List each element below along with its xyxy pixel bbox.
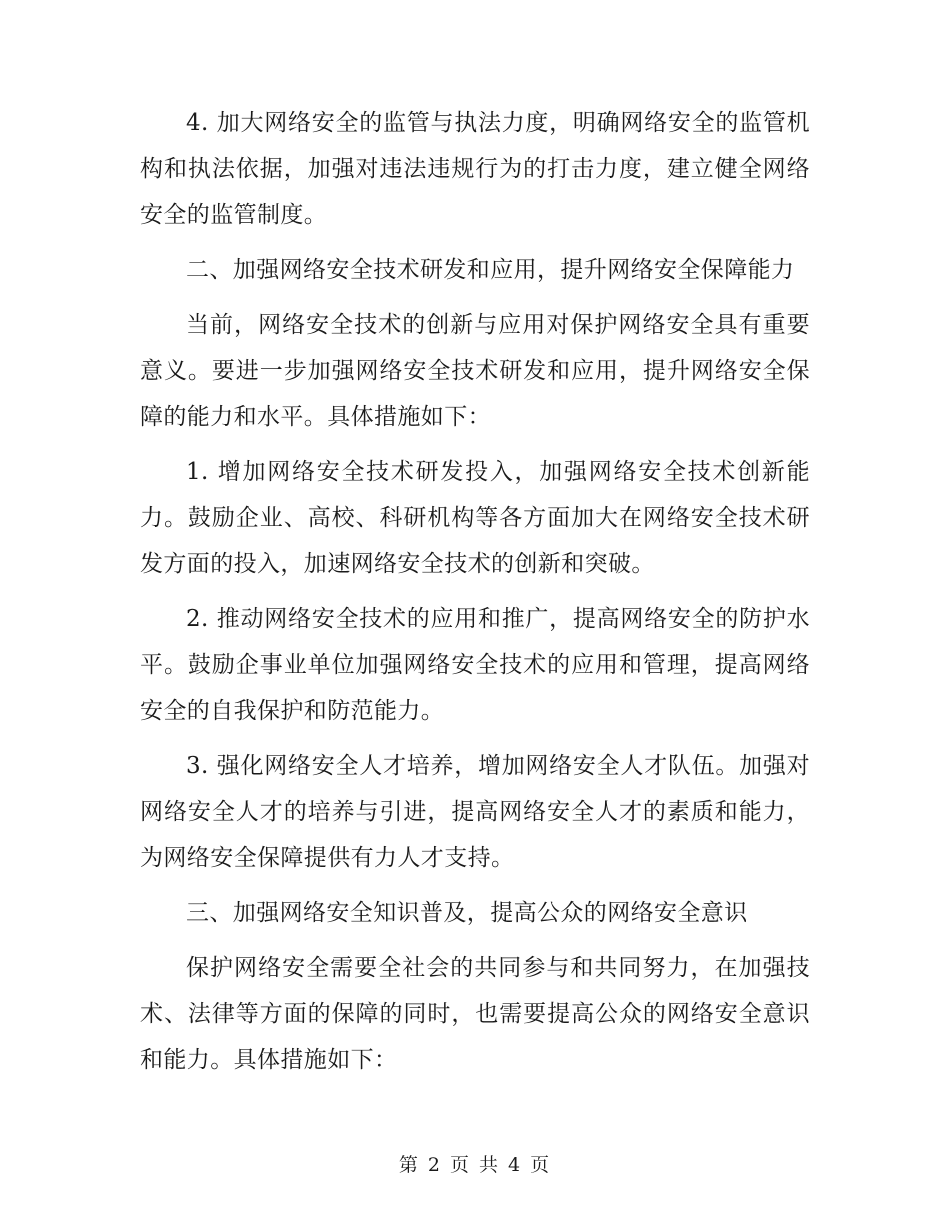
paragraph-item-3: 3. 强化网络安全人才培养，增加网络安全人才队伍。加强对网络安全人才的培养与引进，提高网络安全人才的素质和能力，为网络安全保障提供有力人才支持。: [140, 753, 810, 871]
paragraph-item-1: 1. 增加网络安全技术研发投入，加强网络安全技术创新能力。鼓励企业、高校、科研机构等各方面加大在网络安全技术研发方面的投入，加速网络安全技术的创新和突破。: [140, 459, 810, 577]
paragraph-intro-3: 保护网络安全需要全社会的共同参与和共同努力，在加强技术、法律等方面的保障的同时，也需要提高公众的网络安全意识和能力。具体措施如下：: [140, 955, 810, 1073]
section-heading-2: 二、加强网络安全技术研发和应用，提升网络安全保障能力: [186, 257, 795, 283]
document-body: [140, 100, 810, 1092]
paragraph-item-4: 4. 加大网络安全的监管与执法力度，明确网络安全的监管机构和执法依据，加强对违法违规行为的打击力度，建立健全网络安全的监管制度。: [140, 110, 810, 228]
section-heading-3: 三、加强网络安全知识普及，提高公众的网络安全意识: [186, 900, 748, 926]
paragraph-intro-2: 当前，网络安全技术的创新与应用对保护网络安全具有重要意义。要进一步加强网络安全技术研发和应用，提升网络安全保障的能力和水平。具体措施如下：: [140, 312, 810, 430]
paragraph-item-2: 2. 推动网络安全技术的应用和推广，提高网络安全的防护水平。鼓励企事业单位加强网络安全技术的应用和管理，提高网络安全的自我保护和防范能力。: [140, 606, 810, 724]
page-number-footer: 第 2 页 共 4 页: [398, 1154, 552, 1176]
